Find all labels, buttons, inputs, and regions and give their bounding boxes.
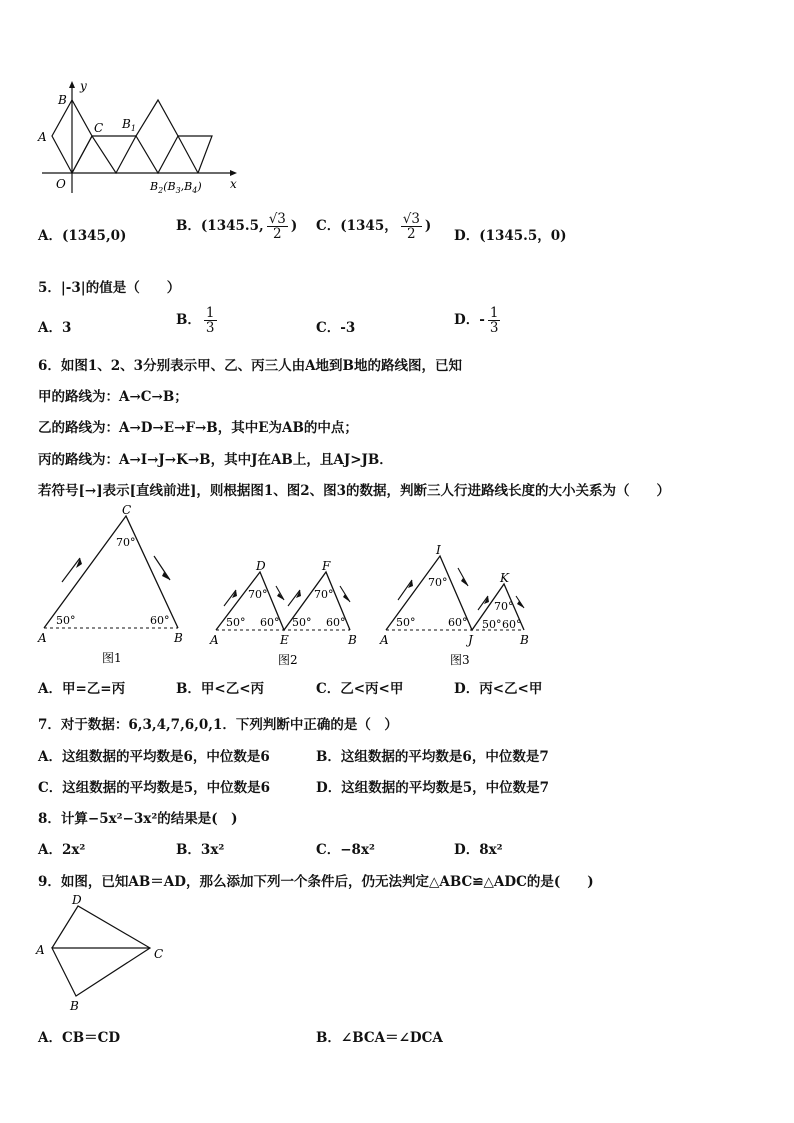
q8-option-b: B．3x² xyxy=(176,842,225,858)
fig3-label-A: A xyxy=(380,633,389,647)
fig2-angle-50a: 50° xyxy=(226,616,246,629)
fig1-caption: 图1 xyxy=(102,651,122,665)
q4-option-c: C．(1345， $\frac{√3}{2}$ ) xyxy=(316,211,432,243)
fig3-angle-70a: 70° xyxy=(428,576,448,589)
q6-figure-2 xyxy=(208,556,368,670)
q7-option-c: C．这组数据的平均数是5，中位数是6 xyxy=(38,780,271,796)
fig3-angle-50b: 50° xyxy=(482,618,502,631)
q7-option-d: D．这组数据的平均数是5，中位数是7 xyxy=(316,780,550,796)
fig3-label-K: K xyxy=(500,571,509,585)
q9-figure xyxy=(32,892,172,1016)
fig2-caption: 图2 xyxy=(278,653,298,667)
q6-option-b: B．甲<乙<丙 xyxy=(176,681,265,697)
fig2-label-E: E xyxy=(280,633,289,647)
fig2-label-F: F xyxy=(322,559,331,573)
q7-option-b: B．这组数据的平均数是6，中位数是7 xyxy=(316,749,549,765)
q9-option-a: A．CB＝CD xyxy=(38,1030,121,1046)
q4-figure xyxy=(30,78,250,198)
fig2-label-A: A xyxy=(210,633,219,647)
label-B: B xyxy=(58,93,67,107)
q9-label-B: B xyxy=(70,999,79,1013)
q9-label-D: D xyxy=(72,893,82,907)
fig3-angle-50a: 50° xyxy=(396,616,416,629)
q4-option-b: B．(1345.5, $\frac{√3}{2}$ ) xyxy=(176,211,298,243)
q8-option-d: D．8x² xyxy=(454,842,503,858)
q5-stem: 5．|-3|的值是（ ） xyxy=(38,280,181,296)
q4-option-d: D．(1345.5，0) xyxy=(454,228,567,244)
q4-option-a: A．(1345,0) xyxy=(38,228,127,244)
q8-option-a: A．2x² xyxy=(38,842,86,858)
q6-line-1: 6．如图1、2、3分别表示甲、乙、丙三人由A地到B地的路线图，已知 xyxy=(38,358,462,374)
fig1-angle-70: 70° xyxy=(116,536,136,549)
fig2-angle-50b: 50° xyxy=(292,616,312,629)
fig1-label-B: B xyxy=(174,631,183,645)
q6-line-4: 丙的路线为：A→I→J→K→B，其中J在AB上，且AJ>JB． xyxy=(38,452,393,468)
q9-stem: 9．如图，已知AB＝AD，那么添加下列一个条件后，仍无法判定△ABC≌△ADC的是( ) xyxy=(38,874,594,890)
q6-option-d: D．丙<乙<甲 xyxy=(454,681,543,697)
q5-option-c: C．-3 xyxy=(316,320,356,336)
q8-stem: 8．计算−5x²−3x²的结果是( ) xyxy=(38,811,238,827)
q6-option-a: A．甲=乙=丙 xyxy=(38,681,126,697)
fig3-label-I: I xyxy=(436,543,441,557)
q9-option-b: B．∠BCA＝∠DCA xyxy=(316,1030,443,1046)
q5-option-b: B． $\frac{1}{3}$ xyxy=(176,305,215,337)
label-B2-B3-B4: $B_2(B_3,B_4)$ xyxy=(150,180,202,195)
q5-option-a: A．3 xyxy=(38,320,72,336)
label-O: O xyxy=(56,177,66,191)
fig1-label-C: C xyxy=(122,503,132,517)
label-y: y xyxy=(80,79,87,93)
q6-line-2: 甲的路线为：A→C→B； xyxy=(38,389,188,405)
q8-option-c: C．−8x² xyxy=(316,842,375,858)
q7-stem: 7．对于数据：6,3,4,7,6,0,1．下列判断中正确的是（ ） xyxy=(38,717,398,733)
q6-line-3: 乙的路线为：A→D→E→F→B，其中E为AB的中点； xyxy=(38,420,358,436)
label-C: C xyxy=(94,121,104,135)
q6-figure-1 xyxy=(36,502,196,668)
fig2-angle-60b: 60° xyxy=(326,616,346,629)
label-x: x xyxy=(230,177,237,191)
q5-option-d: D．- $\frac{1}{3}$ xyxy=(454,305,499,337)
q9-label-C: C xyxy=(154,947,164,961)
fig3-angle-60b: 60° xyxy=(502,618,522,631)
fig3-angle-70b: 70° xyxy=(494,600,514,613)
fig1-angle-60: 60° xyxy=(150,614,170,627)
fig2-label-D: D xyxy=(256,559,266,573)
q9-label-A: A xyxy=(36,943,45,957)
fig3-label-B: B xyxy=(520,633,529,647)
fig2-angle-60a: 60° xyxy=(260,616,280,629)
fig1-angle-50: 50° xyxy=(56,614,76,627)
fig3-label-J: J xyxy=(468,633,473,647)
q6-figure-3 xyxy=(378,538,538,670)
q6-line-5: 若符号[→]表示[直线前进]，则根据图1、图2、图3的数据，判断三人行进路线长度的大小关系为（ ） xyxy=(38,483,671,499)
q7-option-a: A．这组数据的平均数是6，中位数是6 xyxy=(38,749,270,765)
fig1-label-A: A xyxy=(38,631,47,645)
fig2-angle-70b: 70° xyxy=(314,588,334,601)
fig2-label-B: B xyxy=(348,633,357,647)
label-B1: $B_1$ xyxy=(122,117,136,133)
fig2-angle-70a: 70° xyxy=(248,588,268,601)
fig3-caption: 图3 xyxy=(450,653,470,667)
fig3-angle-60a: 60° xyxy=(448,616,468,629)
q6-option-c: C．乙<丙<甲 xyxy=(316,681,404,697)
label-A: A xyxy=(38,130,47,144)
